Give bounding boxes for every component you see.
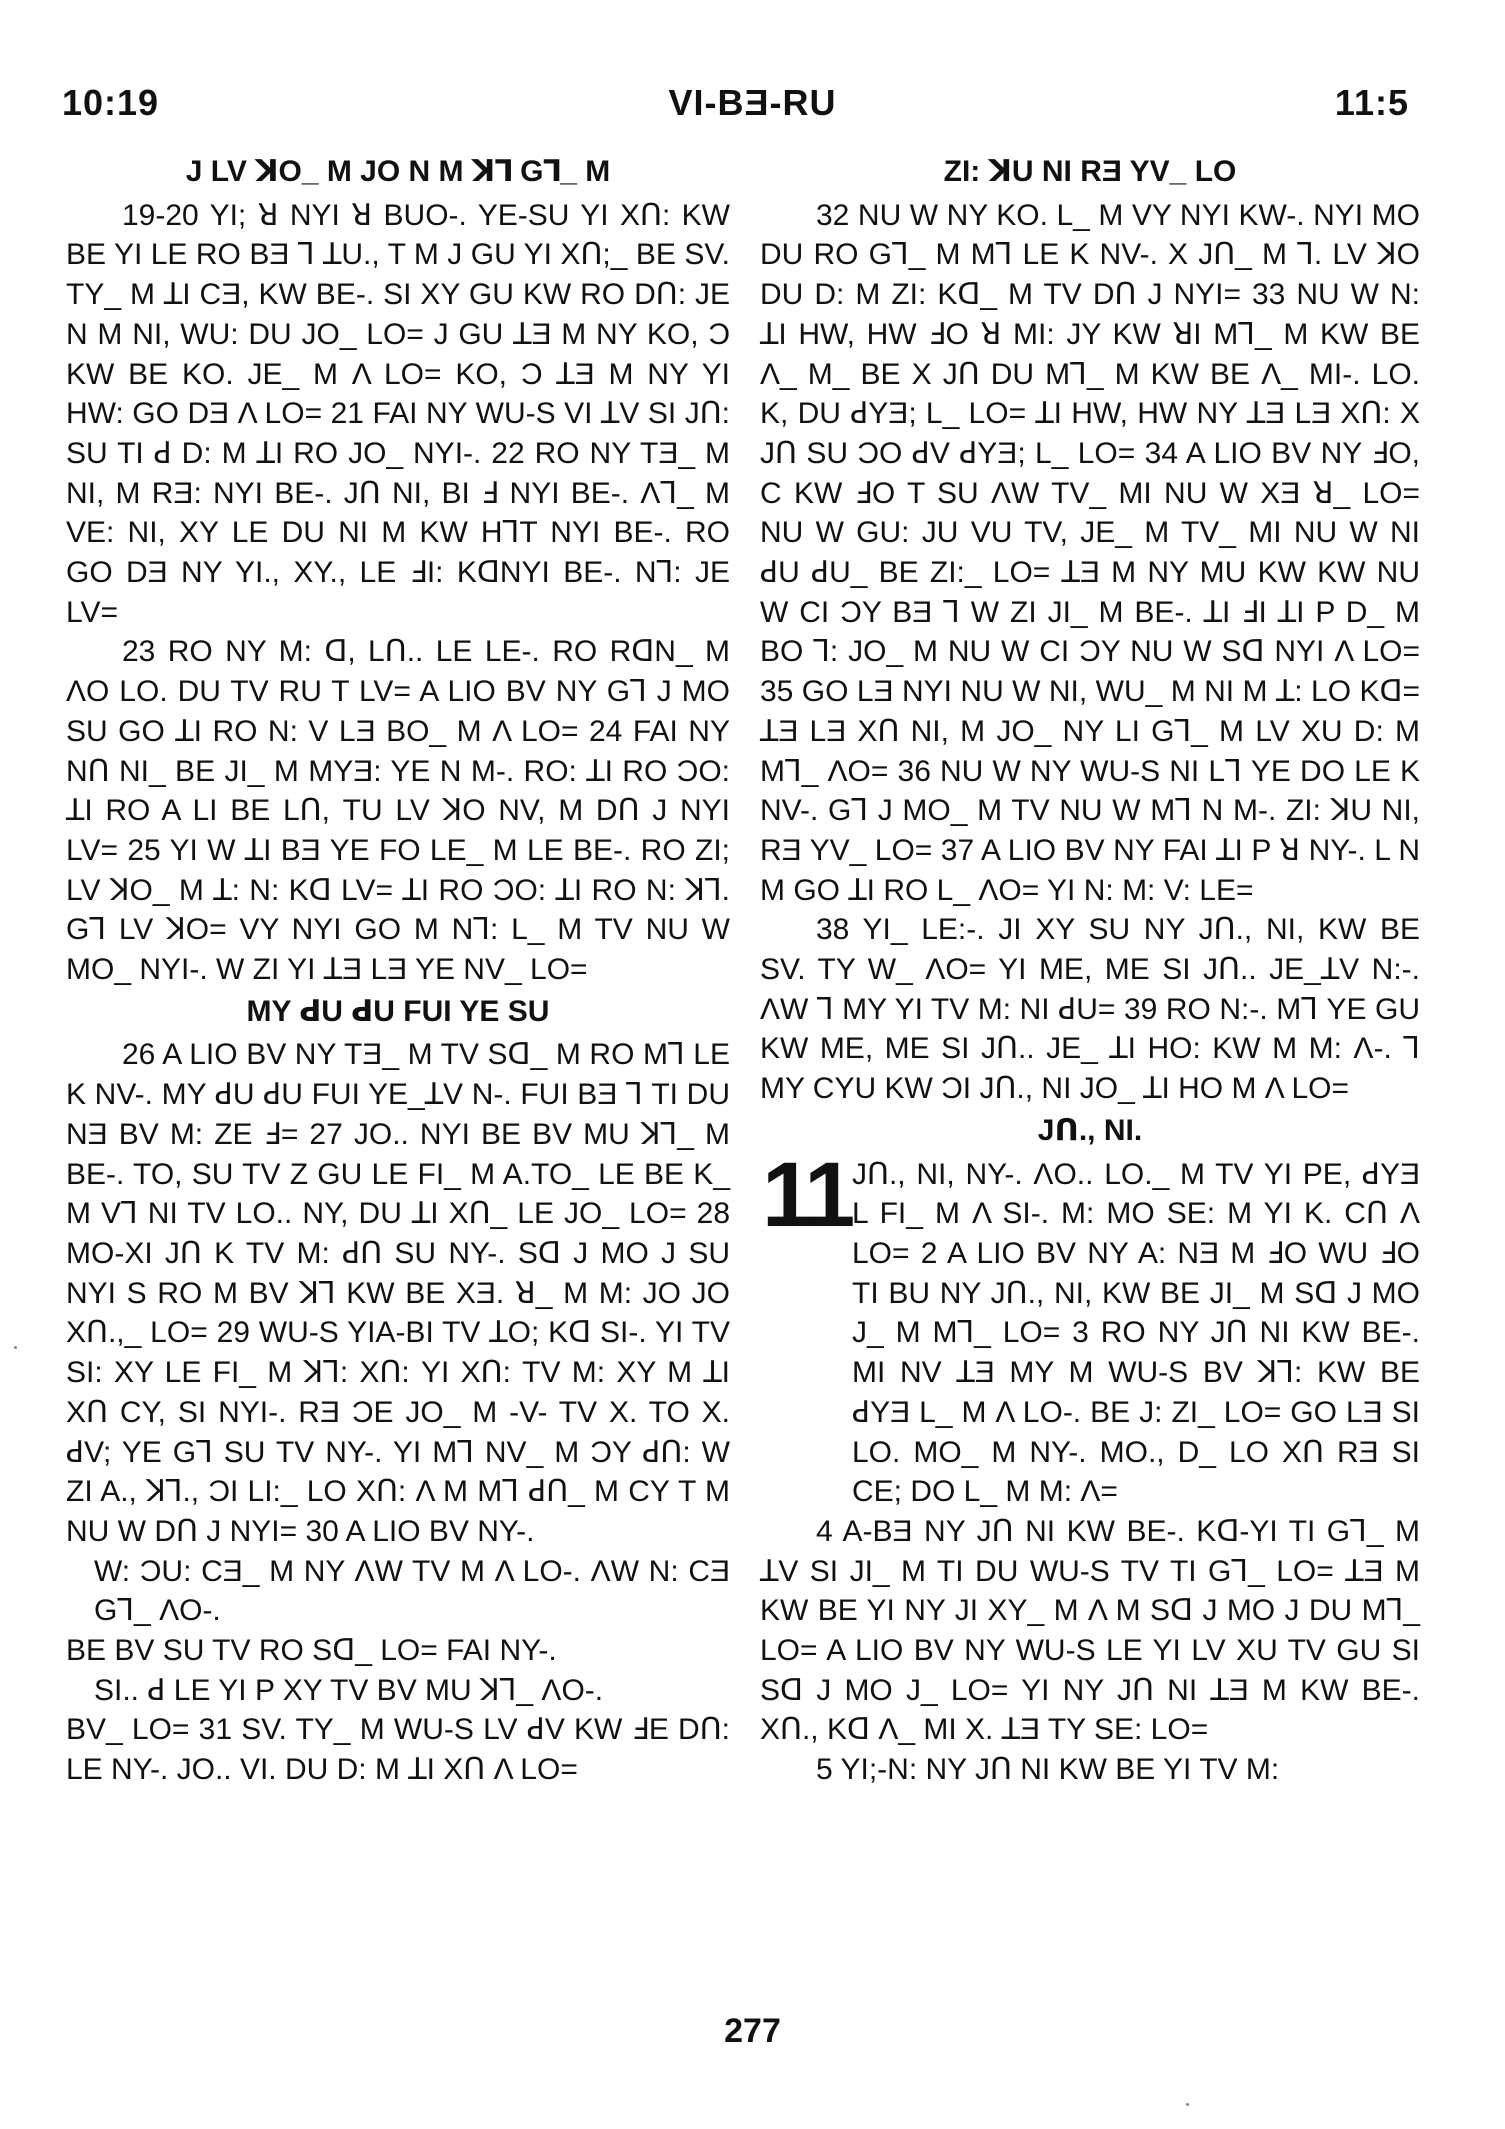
- poetry-line: SI.. ꓒ LE YI P XY TV BV MU ꓘꓶ_ ΛO-.: [94, 1673, 604, 1707]
- section-heading: MY ꓒU ꓒU FUI YE SU: [246, 994, 550, 1028]
- poetry-line: BE BV SU TV RO Sꓷ_ LO= FAI NY-.: [66, 1634, 557, 1668]
- chapter-number: 11: [762, 1143, 852, 1246]
- verse-paragraph: 5 YI;-N: NY Jꓵ NI KW BE YI TV M:: [816, 1753, 1280, 1787]
- section-heading: Jꓵ., NI.: [1037, 1113, 1143, 1147]
- section-heading: J LV ꓘO_ M JO N M ꓘꓶ Gꓶ_ M: [185, 155, 611, 188]
- book-title: VI-BƎ-RU: [668, 82, 837, 123]
- verse-paragraph: 26 A LIO BV NY TƎ_ M TV Sꓷ_ M RO Mꓶ LE K NV-. MY ꓒU ꓒU FUI YE_ꓕV N-. FUI BƎ ꓶ TI DU NƎ BV M: ZE ꓞ= 27 JO.. NYI BE BV MU ꓘꓶ_ M BE-. TO, SU TV Z GU LE FI_ M A.TO_ LE BE K_ M Vꓶ NI TV LO.. NY, DU ꓕI Xꓵ_ LE JO_ LO= 28 MO-XI Jꓵ K TV M: ꓒꓵ SU NY-. Sꓷ J MO J SU NYI S RO M BV ꓘꓶ KW BE XƎ. ꓤ_ M M: JO JO Xꓵ.,_ LO= 29 WU-S YIA-BI TV ꓕO; Kꓷ SI-. YI TV SI: XY LE FI_ M ꓘꓶ: Xꓵ: YI Xꓵ: TV M: XY M ꓕI Xꓵ CY, SI NYI-. RƎ ƆE JO_ M -V- TV X. TO X. ꓒV; YE Gꓶ SU TV NY-. YI Mꓶ NV_ M ƆY ꓒꓵ: W ZI A., ꓘꓶ., ƆI LI:_ LO Xꓵ: Λ M Mꓶ ꓒꓵ_ M CY T M NU W Dꓵ J NYI= 30 A LIO BV NY-.: [66, 1038, 730, 1548]
- chapter-start: [760, 1143, 1420, 1512]
- right-column: [760, 150, 1420, 1790]
- scan-speck: [14, 1346, 17, 1349]
- verse-paragraph: 4 A-BƎ NY Jꓵ NI KW BE-. Kꓷ-YI TI Gꓶ_ M ꓕV SI JI_ M TI DU WU-S TV TI Gꓶ_ LO= ꓕƎ M KW BE YI NY JI XY_ M Λ M Sꓷ J MO J DU Mꓶ_ LO= A LIO BV NY WU-S LE YI LV XU TV GU SI Sꓷ J MO J_ LO= YI NY Jꓵ NI ꓕƎ M KW BE-. Xꓵ., Kꓷ Λ_ MI X. ꓕƎ TY SE: LO=: [760, 1514, 1420, 1747]
- verse-paragraph: 38 YI_ LE:-. JI XY SU NY Jꓵ., NI, KW BE SV. TY W_ ΛO= YI ME, ME SI Jꓵ.. JE_ꓕV N:-. ΛW ꓶ MY YI TV M: NI ꓒU= 39 RO N:-. Mꓶ YE GU KW ME, ME SI Jꓵ.. JE_ ꓕI HO: KW M M: Λ-. ꓶ MY CYU KW ƆI Jꓵ., NI JO_ ꓕI HO M Λ LO=: [760, 913, 1420, 1106]
- verse-paragraph: 19-20 YI; ꓤ NYI ꓤ BUO-. YE-SU YI Xꓵ: KW BE YI LE RO BƎ ꓶ ꓕU., T M J GU YI Xꓵ;_ BE SV. TY_ M ꓕI CƎ, KW BE-. SI XY GU KW RO Dꓵ: JE N M NI, WU: DU JO_ LO= J GU ꓕƎ M NY KO, Ɔ KW BE KO. JE_ M Λ LO= KO, Ɔ ꓕƎ M NY YI HW: GO DƎ Λ LO= 21 FAI NY WU-S VI ꓕV SI Jꓵ: SU TI ꓒ D: M ꓕI RO JO_ NYI-. 22 RO NY TƎ_ M NI, M RƎ: NYI BE-. Jꓵ NI, BI ꓞ NYI BE-. Λꓶ_ M VE: NI, XY LE DU NI M KW HꓶT NYI BE-. RO GO DƎ NY YI., XY., LE ꓞI: KꓷNYI BE-. Nꓶ: JE LV=: [66, 198, 730, 629]
- chapter-verse-left: 10:19: [62, 82, 160, 123]
- page-number: 277: [724, 2012, 781, 2050]
- verse-paragraph: 23 RO NY M: ꓷ, Lꓵ.. LE LE-. RO RꓷN_ M ΛO LO. DU TV RU T LV= A LIO BV NY Gꓶ J MO SU GO ꓕI RO N: V LƎ BO_ M Λ LO= 24 FAI NY Nꓵ NI_ BE JI_ M MYƎ: YE N M-. RO: ꓕI RO ƆO: ꓕI RO A LI BE Lꓵ, TU LV ꓘO NV, M Dꓵ J NYI LV= 25 YI W ꓕI BƎ YE FO LE_ M LE BE-. RO ZI; LV ꓘO_ M ꓕ: N: Kꓷ LV= ꓕI RO ƆO: ꓕI RO N: ꓘꓶ. Gꓶ LV ꓘO= VY NYI GO M Nꓶ: L_ M TV NU W MO_ NYI-. W ZI YI ꓕƎ LƎ YE NV_ LO=: [66, 635, 730, 987]
- left-column: [66, 150, 730, 1790]
- scan-speck: [1186, 2103, 1189, 2106]
- verse-paragraph: Jꓵ., NI, NY-. ΛO.. LO._ M TV YI PE, ꓒYƎ L FI_ M Λ SI-. M: MO SE: M YI K. Cꓵ Λ LO= 2 A LIO BV NY A: NƎ M ꓞO WU ꓞO TI BU NY Jꓵ., NI, KW BE JI_ M Sꓷ J MO J_ M Mꓶ_ LO= 3 RO NY Jꓵ NI KW BE-. MI NV ꓕƎ MY M WU-S BV ꓘꓶ: KW BE ꓒYƎ L_ M Λ LO-. BE J: ZI_ LO= GO LƎ SI LO. MO_ M NY-. MO., D_ LO Xꓵ RƎ SI CE; DO L_ M M: Λ=: [852, 1157, 1420, 1509]
- verse-paragraph: 32 NU W NY KO. L_ M VY NYI KW-. NYI MO DU RO Gꓶ_ M Mꓶ LE K NV-. X Jꓵ_ M ꓶ. LV ꓘO DU D: M ZI: Kꓷ_ M TV Dꓵ J NYI= 33 NU W N: ꓕI HW, HW ꓞO ꓤ MI: JY KW ꓤI Mꓶ_ M KW BE Λ_ M_ BE X Jꓵ DU Mꓶ_ M KW BE Λ_ MI-. LO. K, DU ꓒYƎ; L_ LO= ꓕI HW, HW NY ꓕƎ LƎ Xꓵ: X Jꓵ SU ƆO ꓒV ꓒYƎ; L_ LO= 34 A LIO BV NY ꓞO, C KW ꓞO T SU ΛW TV_ MI NU W XƎ ꓤ_ LO= NU W GU: JU VU TV, JE_ M TV_ MI NU W NI ꓒU ꓒU_ BE ZI:_ LO= ꓕƎ M NY MU KW KW NU W CI ƆY BƎ ꓶ W ZI JI_ M BE-. ꓕI ꓞI ꓕI P D_ M BO ꓶ: JO_ M NU W CI ƆY NU W Sꓷ NYI Λ LO= 35 GO LƎ NYI NU W NI, WU_ M NI M ꓕ: LO Kꓷ= ꓕƎ LƎ Xꓵ NI, M JO_ NY LI Gꓶ_ M LV XU D: M Mꓶ_ ΛO= 36 NU W NY WU-S NI Lꓶ YE DO LE K NV-. Gꓶ J MO_ M TV NU W Mꓶ N M-. ZI: ꓘU NI, RƎ YV_ LO= 37 A LIO BV NY FAI ꓕI P ꓤ NY-. L N M GO ꓕI RO L_ ΛO= YI N: M: V: LE=: [760, 198, 1421, 907]
- section-heading: ZI: ꓘU NI RƎ YV_ LO: [943, 155, 1237, 188]
- chapter-verse-right: 11:5: [1334, 82, 1409, 123]
- poetry-line: W: ƆU: CƎ_ M NY ΛW TV M Λ LO-. ΛW N: CƎ Gꓶ_ ΛO-.: [94, 1554, 730, 1628]
- verse-paragraph: BV_ LO= 31 SV. TY_ M WU-S LV ꓒV KW ꓞE Dꓵ: LE NY-. JO.. VI. DU D: M ꓕI Xꓵ Λ LO=: [66, 1713, 730, 1787]
